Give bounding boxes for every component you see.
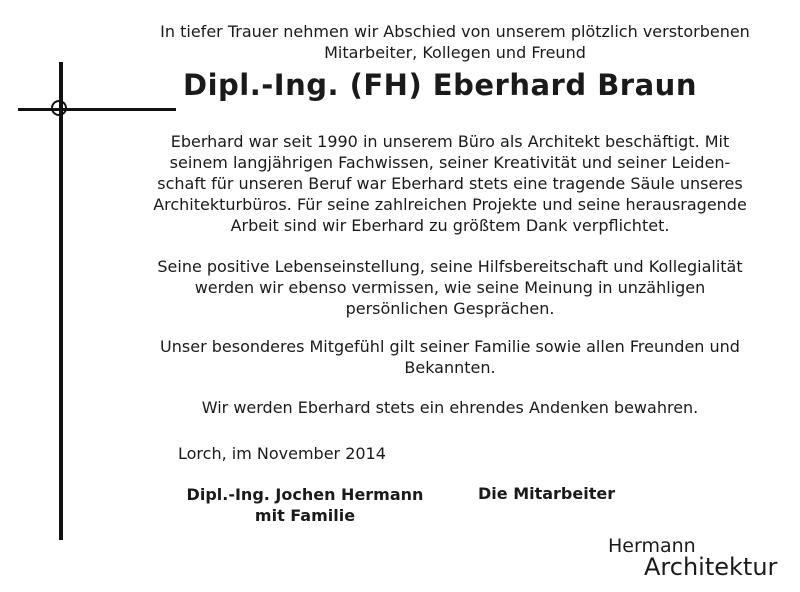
signature-family bbox=[170, 484, 440, 526]
paragraph-line: Bekannten. bbox=[404, 358, 496, 377]
signature-family-label: mit Familie bbox=[254, 506, 356, 525]
paragraph-line: Seine positive Lebenseinstellung, seine Hilfsbereitschaft und Kollegialität bbox=[157, 257, 743, 276]
paragraph-line: Architekturbüros. Für seine zahlreichen Projekte und seine herausragende bbox=[153, 195, 747, 214]
cross-ring-icon bbox=[51, 100, 67, 116]
signature-name: Dipl.-Ing. Jochen Hermann bbox=[186, 485, 424, 504]
intro-line-2: Mitarbeiter, Kollegen und Freund bbox=[324, 43, 586, 62]
paragraph-line: schaft für unseren Beruf war Eberhard stets eine tragende Säule unseres bbox=[157, 174, 743, 193]
intro-line-1: In tiefer Trauer nehmen wir Abschied von unserem plötzlich verstorbenen bbox=[160, 22, 750, 41]
paragraph-personality bbox=[120, 256, 780, 319]
company-logo bbox=[596, 536, 792, 584]
paragraph-line: Unser besonderes Mitgefühl gilt seiner Familie sowie allen Freunden und bbox=[160, 337, 740, 356]
paragraph-line: Arbeit sind wir Eberhard zu größtem Dank verpflichtet. bbox=[230, 216, 670, 235]
deceased-name: Dipl.-Ing. (FH) Eberhard Braun bbox=[183, 68, 697, 102]
cross-horizontal-bar bbox=[18, 108, 176, 111]
paragraph-tribute bbox=[120, 131, 780, 236]
signature-staff: Die Mitarbeiter bbox=[478, 484, 616, 503]
paragraph-line: persönlichen Gesprächen. bbox=[345, 299, 555, 318]
place-date: Lorch, im November 2014 bbox=[178, 444, 386, 463]
paragraph-line: Eberhard war seit 1990 in unserem Büro als Architekt beschäftigt. Mit bbox=[170, 132, 730, 151]
paragraph-condolence bbox=[120, 336, 780, 378]
cross-vertical-bar bbox=[59, 62, 63, 540]
logo-text-top: Hermann bbox=[608, 535, 696, 557]
paragraph-line: werden wir ebenso vermissen, wie seine Meinung in unzähligen bbox=[194, 278, 706, 297]
paragraph-closing bbox=[120, 397, 780, 418]
paragraph-line: seinem langjährigen Fachwissen, seiner Kreativität und seiner Leiden- bbox=[169, 153, 731, 172]
intro-text bbox=[110, 21, 800, 63]
paragraph-line: Wir werden Eberhard stets ein ehrendes Andenken bewahren. bbox=[201, 398, 699, 417]
logo-text-bottom: Architektur bbox=[644, 553, 778, 581]
